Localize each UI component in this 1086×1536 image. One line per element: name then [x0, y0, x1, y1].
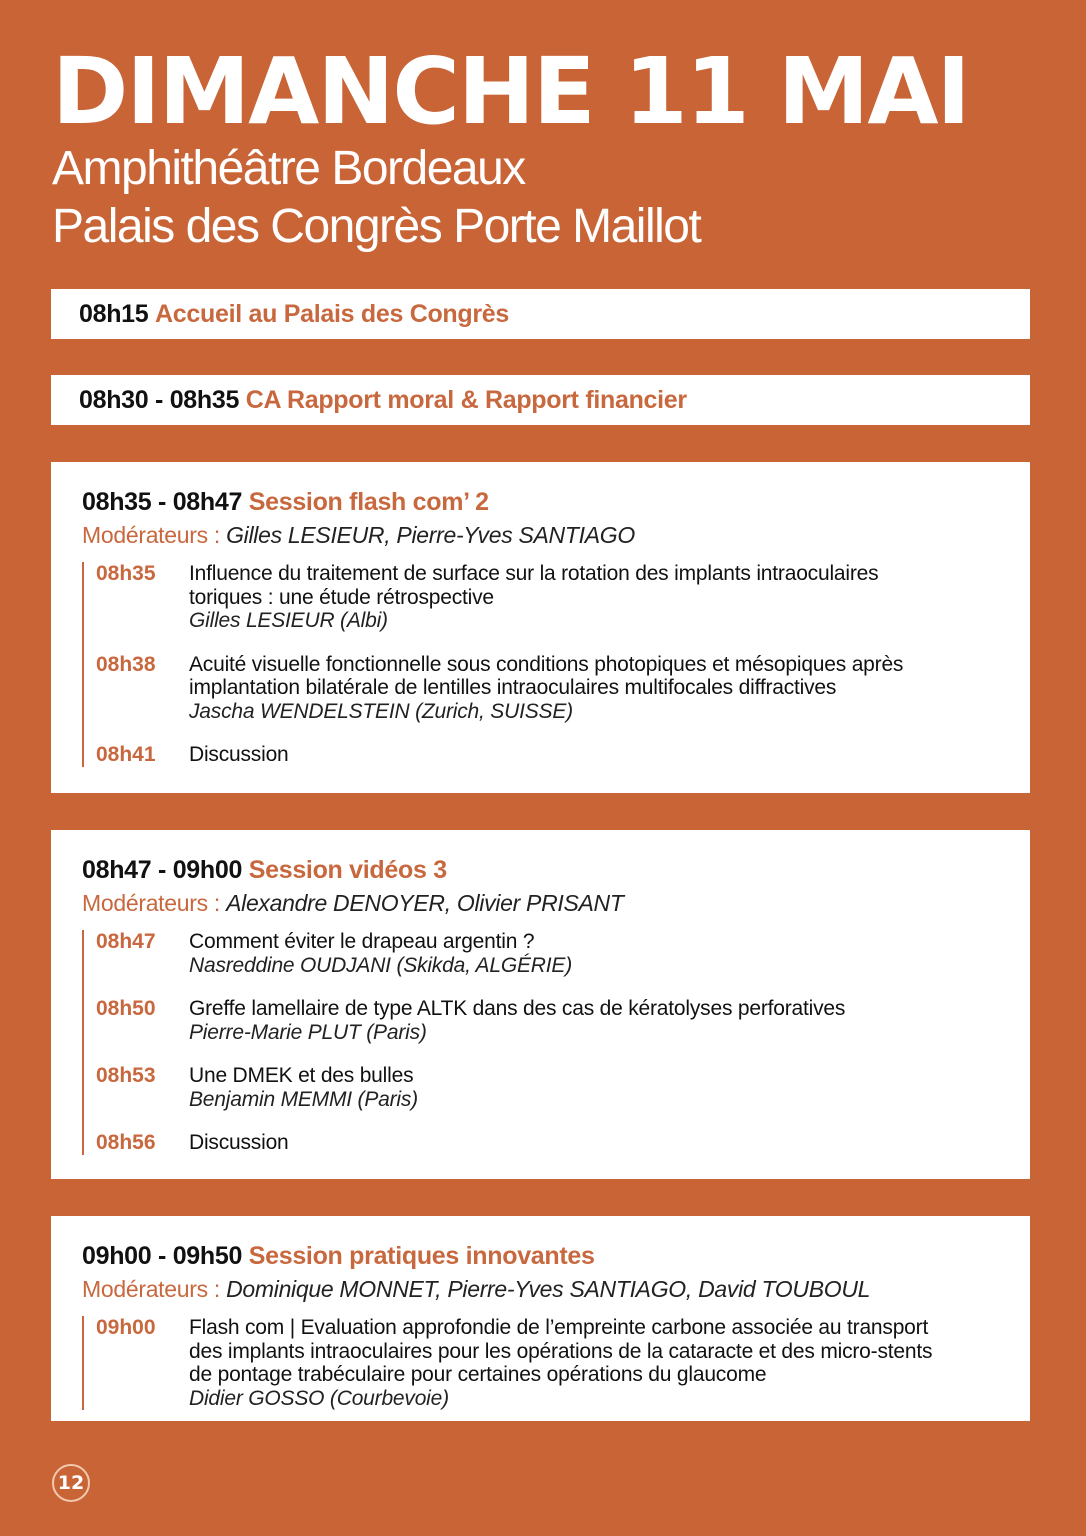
session-time: 08h47 - 09h00: [82, 856, 243, 884]
talk-time: 08h35: [96, 562, 156, 585]
session-videos-3: [51, 830, 1030, 1179]
talk-item-discussion: [96, 743, 1002, 767]
talk-title-line: Influence du traitement de surface sur la rotation des implants intraoculaires: [189, 562, 879, 585]
item-time: 08h15: [79, 299, 149, 328]
item-time: 08h30 - 08h35: [79, 385, 240, 414]
talk-speaker: Jascha WENDELSTEIN (Zurich, SUISSE): [189, 699, 573, 723]
talk-title-line: de pontage trabéculaire pour certaines opérations du glaucome: [189, 1363, 767, 1386]
session-flash-com-2: [51, 462, 1030, 793]
item-title: Accueil au Palais des Congrès: [155, 299, 509, 328]
talk-speaker: Nasreddine OUDJANI (Skikda, ALGÉRIE): [189, 953, 572, 977]
session-moderators: [82, 520, 1002, 550]
talk-speaker: Benjamin MEMMI (Paris): [189, 1087, 418, 1111]
moderators-names: Gilles LESIEUR, Pierre-Yves SANTIAGO: [226, 522, 635, 548]
talk-list: [82, 562, 1002, 767]
talk-item-discussion: [96, 1131, 1002, 1155]
session-pratiques-innovantes: [51, 1216, 1030, 1421]
talk-time: 08h56: [96, 1131, 156, 1154]
talk-speaker: Didier GOSSO (Courbevoie): [189, 1386, 449, 1410]
talk-item: [96, 562, 1002, 633]
talk-speaker: Gilles LESIEUR (Albi): [189, 609, 388, 632]
talk-title-line: Une DMEK et des bulles: [189, 1064, 414, 1087]
talk-list: [82, 930, 1002, 1155]
talk-title-line: Discussion: [189, 743, 289, 766]
moderators-label: Modérateurs :: [82, 890, 220, 916]
talk-item: [96, 1316, 1002, 1410]
session-heading: [82, 1240, 1002, 1272]
talk-title-line: implantation bilatérale de lentilles intraoculaires multifocales diffractives: [189, 676, 837, 699]
talk-time: 08h47: [96, 930, 156, 953]
moderators-label: Modérateurs :: [82, 522, 220, 548]
moderators-names: Alexandre DENOYER, Olivier PRISANT: [226, 890, 624, 916]
talk-title-line: Discussion: [189, 1131, 289, 1154]
talk-time: 09h00: [96, 1316, 156, 1339]
session-time: 09h00 - 09h50: [82, 1242, 243, 1270]
talk-title-line: Greffe lamellaire de type ALTK dans des cas de kératolyses perforatives: [189, 997, 846, 1020]
talk-title-line: Comment éviter le drapeau argentin ?: [189, 930, 535, 953]
schedule-item-board-report: [51, 375, 1030, 425]
schedule-item-welcome: [51, 289, 1030, 339]
talk-title-line: Acuité visuelle fonctionnelle sous conditions photopiques et mésopiques après: [189, 652, 904, 676]
session-heading: [82, 854, 1002, 886]
page-header: [52, 38, 969, 256]
session-moderators: [82, 888, 1002, 918]
page-title: DIMANCHE 11 MAI: [52, 38, 969, 145]
talk-item: [96, 1064, 1002, 1111]
moderators-label: Modérateurs :: [82, 1276, 220, 1302]
talk-title-line: des implants intraoculaires pour les opérations de la cataracte et des micro-stents: [189, 1339, 933, 1363]
talk-time: 08h38: [96, 652, 156, 676]
session-time: 08h35 - 08h47: [82, 488, 243, 516]
session-title: Session vidéos 3: [248, 856, 447, 884]
talk-item: [96, 930, 1002, 977]
venue-room: Amphithéâtre Bordeaux: [52, 142, 525, 195]
session-title: Session pratiques innovantes: [248, 1242, 595, 1270]
talk-item: [96, 997, 1002, 1044]
moderators-names: Dominique MONNET, Pierre-Yves SANTIAGO, David TOUBOUL: [226, 1276, 871, 1302]
venue-location: Palais des Congrès Porte Maillot: [52, 200, 701, 253]
item-title: CA Rapport moral & Rapport financier: [245, 385, 687, 414]
talk-speaker: Pierre-Marie PLUT (Paris): [189, 1020, 427, 1044]
talk-time: 08h50: [96, 997, 156, 1020]
session-title: Session flash com’ 2: [248, 488, 489, 516]
talk-time: 08h53: [96, 1064, 156, 1087]
talk-time: 08h41: [96, 743, 156, 766]
page-number-badge: 12: [52, 1464, 90, 1502]
session-heading: [82, 486, 1002, 518]
talk-title-line: Flash com | Evaluation approfondie de l’empreinte carbone associée au transport: [189, 1316, 929, 1339]
talk-title-line: toriques : une étude rétrospective: [189, 585, 494, 609]
talk-item: [96, 653, 1002, 724]
talk-list: [82, 1316, 1002, 1410]
session-moderators: [82, 1274, 1002, 1304]
